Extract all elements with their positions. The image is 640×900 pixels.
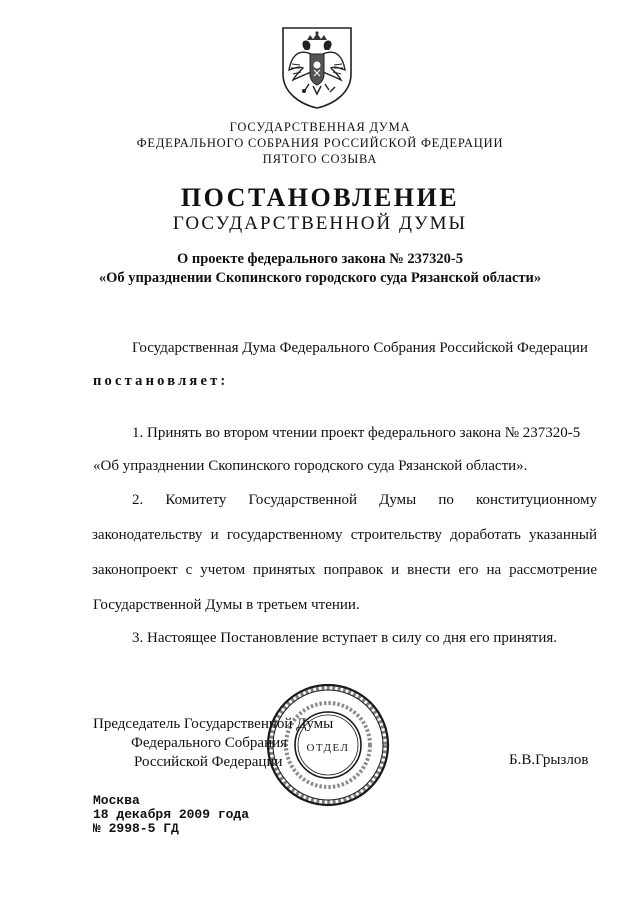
signature-title-line-1: Председатель Государственной Думы [93, 716, 334, 732]
footer-number: № 2998-5 ГД [93, 821, 179, 836]
item-2-word: 2. [132, 492, 144, 508]
document-title: ПОСТАНОВЛЕНИЕ [180, 183, 460, 212]
item-2-word: по [438, 492, 454, 508]
preamble: Государственная Дума Федерального Собрания Российской Федерации [132, 340, 588, 356]
item-2-word: Комитету [165, 492, 227, 508]
item-2-line-1 [132, 492, 597, 509]
header-line-duma: ГОСУДАРСТВЕННАЯ ДУМА [229, 120, 411, 134]
item-1-line-1: 1. Принять во втором чтении проект федерального закона № 237320-5 [132, 425, 581, 441]
item-2-line-2: законодательству и государственному строительству доработать указанный [92, 527, 597, 543]
item-2-word: конституционному [475, 492, 597, 508]
item-2-word: Государственной [248, 492, 358, 508]
signature-title-line-2: Федерального Собрания [131, 735, 288, 751]
item-1-line-2: «Об упразднении Скопинского городского суда Рязанской области». [93, 458, 528, 474]
document-subtitle: ГОСУДАРСТВЕННОЙ ДУМЫ [172, 213, 468, 234]
item-3: 3. Настоящее Постановление вступает в силу со дня его принятия. [132, 630, 558, 646]
header-line-convocation: ПЯТОГО СОЗЫВА [262, 152, 378, 166]
header-line-federal-assembly: ФЕДЕРАЛЬНОГО СОБРАНИЯ РОССИЙСКОЙ ФЕДЕРАЦИИ [136, 136, 504, 150]
item-2-line-4: Государственной Думы в третьем чтении. [93, 597, 360, 613]
signature-title-line-3: Российской Федерации [134, 754, 283, 770]
footer-date: 18 декабря 2009 года [93, 807, 250, 822]
coat-of-arms-icon [277, 24, 357, 110]
stamp-center-text: ОТДЕЛ [306, 742, 350, 754]
official-seal-icon [263, 680, 393, 810]
footer-city: Москва [93, 793, 140, 808]
subject-line-2: «Об упразднении Скопинского городского суда Рязанской области» [98, 270, 542, 286]
signatory-name: Б.В.Грызлов [509, 752, 589, 768]
item-2-line-3: законопроект с учетом принятых поправок и внести его на рассмотрение [92, 562, 597, 578]
resolves-heading: постановляет: [93, 373, 229, 389]
subject-line-1: О проекте федерального закона № 237320-5 [176, 251, 464, 267]
item-2-word: Думы [379, 492, 417, 508]
